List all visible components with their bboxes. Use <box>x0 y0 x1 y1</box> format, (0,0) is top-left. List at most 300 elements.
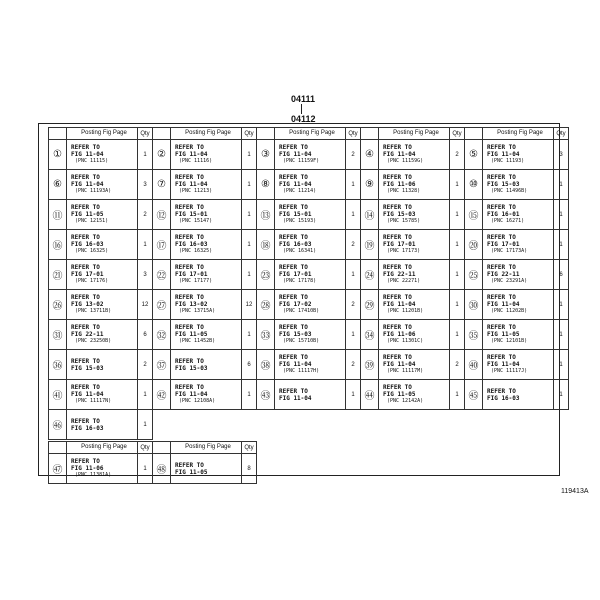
reference-cell <box>67 350 138 380</box>
reference-cell <box>171 350 242 380</box>
group-label-04111: 04111 <box>291 94 316 104</box>
header-posting-fig-page: Posting Fig Page <box>379 128 450 140</box>
quantity: 8 <box>242 454 257 484</box>
fig-reference: FIG 11-05 <box>71 211 104 218</box>
callout-number: ㊸ <box>257 380 275 410</box>
reference-cell <box>171 380 242 410</box>
refer-to-text: REFER TO <box>175 324 204 331</box>
fig-reference: FIG 17-02 <box>279 301 312 308</box>
empty-cell <box>275 410 346 440</box>
empty-cell <box>554 410 569 440</box>
refer-to-text: REFER TO <box>279 264 308 271</box>
empty-cell <box>465 410 483 440</box>
reference-cell <box>483 230 554 260</box>
refer-to-text: REFER TO <box>383 174 412 181</box>
refer-to-text: REFER TO <box>71 458 100 465</box>
fig-reference: FIG 15-03 <box>71 364 104 372</box>
pnc-code: (PNC 12108A) <box>179 398 216 404</box>
fig-reference: FIG 11-04 <box>279 151 312 158</box>
table-row <box>49 260 569 290</box>
header-qty: Qty <box>346 128 361 140</box>
quantity: 6 <box>138 320 153 350</box>
header-qty: Qty <box>450 128 465 140</box>
quantity: 2 <box>346 350 361 380</box>
refer-to-text: REFER TO <box>383 354 412 361</box>
fig-reference: FIG 16-03 <box>71 424 104 432</box>
callout-number: ㉜ <box>153 320 171 350</box>
fig-reference: FIG 11-04 <box>175 391 208 398</box>
pnc-code: (PNC 12142A) <box>387 398 424 404</box>
table-row <box>49 320 569 350</box>
refer-to-text: REFER TO <box>487 264 516 271</box>
header-posting-fig-page: Posting Fig Page <box>171 128 242 140</box>
pnc-code: (PNC 15147) <box>179 218 213 224</box>
pnc-code: (PNC 11117N) <box>75 398 112 404</box>
refer-to-text: REFER TO <box>175 294 204 301</box>
quantity: 6 <box>554 260 569 290</box>
fig-reference: FIG 11-05 <box>175 468 208 476</box>
refer-to-text: REFER TO <box>383 294 412 301</box>
fig-reference: FIG 11-05 <box>383 391 416 398</box>
leader-line <box>301 104 302 114</box>
pnc-code: (PNC 11159G) <box>387 158 424 164</box>
reference-cell <box>171 140 242 170</box>
refer-to-text: REFER TO <box>175 461 204 469</box>
pnc-code: (PNC 11452B) <box>179 338 216 344</box>
group-label-04112: 04112 <box>291 114 316 124</box>
empty-cell <box>346 410 361 440</box>
header-qty: Qty <box>242 442 257 454</box>
quantity: 1 <box>242 170 257 200</box>
reference-cell <box>67 170 138 200</box>
fig-reference: FIG 16-03 <box>279 241 312 248</box>
quantity: 2 <box>450 140 465 170</box>
table-row <box>49 454 257 484</box>
refer-to-text: REFER TO <box>71 234 100 241</box>
callout-number: ⑧ <box>257 170 275 200</box>
table-row <box>49 290 569 320</box>
pnc-code: (PNC 11193A) <box>75 188 112 194</box>
reference-cell <box>379 140 450 170</box>
quantity: 1 <box>450 380 465 410</box>
refer-to-text: REFER TO <box>175 384 204 391</box>
quantity: 1 <box>554 200 569 230</box>
callout-number: ㉛ <box>49 320 67 350</box>
callout-number: ⑳ <box>465 230 483 260</box>
fig-reference: FIG 11-04 <box>279 361 312 368</box>
fig-reference: FIG 13-02 <box>175 301 208 308</box>
fig-reference: FIG 11-04 <box>175 151 208 158</box>
callout-number: ㉞ <box>361 320 379 350</box>
fig-reference: FIG 11-04 <box>71 391 104 398</box>
reference-cell <box>275 260 346 290</box>
refer-to-text: REFER TO <box>279 234 308 241</box>
reference-cell <box>171 320 242 350</box>
pnc-code: (PNC 23291A) <box>491 278 528 284</box>
quantity: 1 <box>450 320 465 350</box>
quantity: 1 <box>346 260 361 290</box>
reference-cell <box>379 350 450 380</box>
fig-reference: FIG 11-04 <box>279 394 312 402</box>
quantity: 1 <box>138 380 153 410</box>
header-blank <box>257 128 275 140</box>
pnc-code: (PNC 15193) <box>283 218 317 224</box>
refer-to-text: REFER TO <box>71 264 100 271</box>
reference-cell <box>483 140 554 170</box>
fig-reference: FIG 11-04 <box>383 301 416 308</box>
callout-number: ㊲ <box>153 350 171 380</box>
fig-reference: FIG 11-04 <box>383 361 416 368</box>
quantity: 1 <box>242 320 257 350</box>
callout-number: ⑨ <box>361 170 379 200</box>
callout-number: ㊽ <box>153 454 171 484</box>
reference-cell <box>275 290 346 320</box>
callout-number: ㉖ <box>49 290 67 320</box>
empty-cell <box>450 410 465 440</box>
reference-cell <box>483 350 554 380</box>
header-posting-fig-page: Posting Fig Page <box>171 442 242 454</box>
refer-to-text: REFER TO <box>487 354 516 361</box>
quantity: 1 <box>138 454 153 484</box>
quantity: 1 <box>242 380 257 410</box>
pnc-code: (PNC 11116) <box>179 158 213 164</box>
quantity: 1 <box>554 350 569 380</box>
reference-cell <box>67 410 138 440</box>
callout-number: ㊷ <box>153 380 171 410</box>
quantity: 1 <box>346 380 361 410</box>
fig-reference: FIG 22-11 <box>383 271 416 278</box>
fig-reference: FIG 15-01 <box>175 211 208 218</box>
empty-cell <box>153 410 171 440</box>
callout-number: ⑬ <box>257 200 275 230</box>
header-posting-fig-page: Posting Fig Page <box>67 442 138 454</box>
fig-reference: FIG 16-01 <box>487 211 520 218</box>
refer-to-text: REFER TO <box>487 144 516 151</box>
quantity: 1 <box>138 230 153 260</box>
callout-number: ㉕ <box>465 260 483 290</box>
callout-number: ㉙ <box>361 290 379 320</box>
callout-number: ⑥ <box>49 170 67 200</box>
header-blank <box>49 442 67 454</box>
fig-reference: FIG 17-01 <box>175 271 208 278</box>
empty-cell <box>171 410 242 440</box>
fig-reference: FIG 15-03 <box>175 364 208 372</box>
reference-cell <box>379 260 450 290</box>
pnc-code: (PNC 15710B) <box>283 338 320 344</box>
table-row <box>49 380 569 410</box>
pnc-code: (PNC 11496B) <box>491 188 528 194</box>
quantity: 1 <box>138 410 153 440</box>
reference-cell <box>483 320 554 350</box>
reference-cell <box>275 230 346 260</box>
quantity: 12 <box>242 290 257 320</box>
pnc-code: (PNC 16325) <box>179 248 213 254</box>
pnc-code: (PNC 16341) <box>283 248 317 254</box>
refer-to-text: REFER TO <box>279 354 308 361</box>
quantity: 2 <box>346 140 361 170</box>
callout-number: ⑯ <box>49 230 67 260</box>
refer-to-text: REFER TO <box>175 234 204 241</box>
refer-to-text: REFER TO <box>71 144 100 151</box>
refer-to-text: REFER TO <box>279 144 308 151</box>
reference-cell <box>67 200 138 230</box>
header-blank <box>49 128 67 140</box>
reference-cell <box>275 380 346 410</box>
reference-cell <box>171 230 242 260</box>
reference-cell <box>171 170 242 200</box>
fig-reference: FIG 16-03 <box>71 241 104 248</box>
reference-cell <box>171 200 242 230</box>
refer-to-text: REFER TO <box>487 294 516 301</box>
reference-cell <box>275 350 346 380</box>
fig-reference: FIG 22-11 <box>71 331 104 338</box>
quantity: 3 <box>138 170 153 200</box>
fig-reference: FIG 15-03 <box>279 331 312 338</box>
callout-number: ① <box>49 140 67 170</box>
quantity: 3 <box>138 260 153 290</box>
fig-reference: FIG 16-03 <box>487 394 520 402</box>
header-posting-fig-page: Posting Fig Page <box>275 128 346 140</box>
figure-id: 119413A <box>561 488 589 495</box>
callout-number: ㉔ <box>361 260 379 290</box>
pnc-code: (PNC 13711B) <box>75 308 112 314</box>
quantity: 1 <box>554 230 569 260</box>
callout-number: ㉝ <box>257 320 275 350</box>
refer-to-text: REFER TO <box>383 324 412 331</box>
quantity: 12 <box>138 290 153 320</box>
reference-cell <box>483 290 554 320</box>
refer-to-text: REFER TO <box>71 204 100 211</box>
quantity: 1 <box>450 230 465 260</box>
callout-number: ㊶ <box>49 380 67 410</box>
table-row <box>49 350 569 380</box>
reference-cell <box>67 290 138 320</box>
quantity: 1 <box>450 260 465 290</box>
pnc-code: (PNC 11202B) <box>491 308 528 314</box>
refer-to-text: REFER TO <box>71 417 100 425</box>
callout-number: ㉟ <box>465 320 483 350</box>
reference-cell <box>379 380 450 410</box>
reference-cell <box>67 140 138 170</box>
callout-number: ㊵ <box>465 350 483 380</box>
pnc-code: (PNC 11201B) <box>387 308 424 314</box>
reference-cell <box>171 260 242 290</box>
callout-number: ⑩ <box>465 170 483 200</box>
refer-to-text: REFER TO <box>175 144 204 151</box>
pnc-code: (PNC 11159F) <box>283 158 320 164</box>
pnc-code: (PNC 16325) <box>75 248 109 254</box>
header-blank <box>153 128 171 140</box>
fig-reference: FIG 15-03 <box>383 211 416 218</box>
table-row <box>49 230 569 260</box>
quantity: 1 <box>346 320 361 350</box>
header-qty: Qty <box>242 128 257 140</box>
pnc-code: (PNC 11213) <box>179 188 213 194</box>
quantity: 2 <box>346 230 361 260</box>
table-row <box>49 200 569 230</box>
pnc-code: (PNC 11301C) <box>387 338 424 344</box>
reference-cell <box>275 200 346 230</box>
table-row <box>49 140 569 170</box>
quantity: 1 <box>346 170 361 200</box>
refer-to-text: REFER TO <box>175 174 204 181</box>
callout-number: ⑭ <box>361 200 379 230</box>
reference-cell <box>275 140 346 170</box>
callout-number: ⑮ <box>465 200 483 230</box>
callout-number: ⑱ <box>257 230 275 260</box>
reference-cell <box>67 320 138 350</box>
pnc-code: (PNC 17176) <box>75 278 109 284</box>
pnc-code: (PNC 17410B) <box>283 308 320 314</box>
refer-to-text: REFER TO <box>279 204 308 211</box>
callout-number: ㊻ <box>49 410 67 440</box>
quantity: 1 <box>242 230 257 260</box>
pnc-code: (PNC 11117M) <box>387 368 424 374</box>
reference-cell <box>67 380 138 410</box>
callout-number: ㉓ <box>257 260 275 290</box>
quantity: 1 <box>554 290 569 320</box>
pnc-code: (PNC 17178) <box>283 278 317 284</box>
reference-cell <box>171 290 242 320</box>
callout-number: ㊴ <box>361 350 379 380</box>
fig-reference: FIG 11-06 <box>383 331 416 338</box>
reference-cell <box>483 260 554 290</box>
pnc-code: (PNC 16271) <box>491 218 525 224</box>
empty-cell <box>361 410 379 440</box>
pnc-code: (PNC 11193) <box>491 158 525 164</box>
fig-reference: FIG 11-06 <box>383 181 416 188</box>
reference-cell <box>379 200 450 230</box>
quantity: 2 <box>138 200 153 230</box>
reference-cell <box>67 454 138 484</box>
reference-cell <box>171 454 242 484</box>
header-posting-fig-page: Posting Fig Page <box>67 128 138 140</box>
callout-number: ㉒ <box>153 260 171 290</box>
callout-number: ㉑ <box>49 260 67 290</box>
table-row <box>49 410 569 440</box>
header-blank <box>361 128 379 140</box>
pnc-code: (PNC 11381A) <box>75 472 112 478</box>
empty-cell <box>379 410 450 440</box>
quantity: 6 <box>242 350 257 380</box>
refer-to-text: REFER TO <box>279 387 308 395</box>
callout-number: ⑫ <box>153 200 171 230</box>
pnc-code: (PNC 11214) <box>283 188 317 194</box>
quantity: 1 <box>346 200 361 230</box>
quantity: 1 <box>450 200 465 230</box>
reference-cell <box>483 200 554 230</box>
callout-number: ⑪ <box>49 200 67 230</box>
fig-reference: FIG 11-04 <box>71 181 104 188</box>
fig-reference: FIG 11-05 <box>487 331 520 338</box>
pnc-code: (PNC 17177) <box>179 278 213 284</box>
quantity: 1 <box>450 290 465 320</box>
fig-reference: FIG 11-04 <box>175 181 208 188</box>
quantity: 1 <box>554 380 569 410</box>
fig-reference: FIG 15-03 <box>487 181 520 188</box>
empty-cell <box>242 410 257 440</box>
refer-to-text: REFER TO <box>383 204 412 211</box>
refer-to-text: REFER TO <box>383 264 412 271</box>
fig-reference: FIG 11-04 <box>71 151 104 158</box>
reference-cell <box>67 260 138 290</box>
refer-to-text: REFER TO <box>71 357 100 365</box>
reference-cell <box>275 170 346 200</box>
quantity: 1 <box>242 200 257 230</box>
fig-reference: FIG 11-04 <box>383 151 416 158</box>
callout-number: ④ <box>361 140 379 170</box>
callout-number: ⑤ <box>465 140 483 170</box>
quantity: 1 <box>242 140 257 170</box>
pnc-code: (PNC 11328) <box>387 188 421 194</box>
header-qty: Qty <box>138 442 153 454</box>
refer-to-text: REFER TO <box>487 234 516 241</box>
refer-to-text: REFER TO <box>71 384 100 391</box>
quantity: 2 <box>450 350 465 380</box>
refer-to-text: REFER TO <box>71 174 100 181</box>
callout-number: ③ <box>257 140 275 170</box>
refer-to-text: REFER TO <box>279 294 308 301</box>
refer-to-text: REFER TO <box>383 384 412 391</box>
callout-number: ⑦ <box>153 170 171 200</box>
fig-reference: FIG 11-05 <box>175 331 208 338</box>
reference-cell <box>483 380 554 410</box>
header-row <box>49 128 569 140</box>
refer-to-text: REFER TO <box>487 174 516 181</box>
fig-reference: FIG 17-01 <box>279 271 312 278</box>
callout-number: ㊺ <box>465 380 483 410</box>
fig-reference: FIG 15-01 <box>279 211 312 218</box>
fig-reference: FIG 17-01 <box>71 271 104 278</box>
pnc-code: (PNC 12151) <box>75 218 109 224</box>
refer-to-text: REFER TO <box>175 204 204 211</box>
fig-reference: FIG 11-04 <box>487 301 520 308</box>
callout-number: ㊱ <box>49 350 67 380</box>
quantity: 1 <box>242 260 257 290</box>
callout-number: ㉘ <box>257 290 275 320</box>
refer-to-text: REFER TO <box>487 204 516 211</box>
header-qty: Qty <box>138 128 153 140</box>
fig-reference: FIG 11-04 <box>487 151 520 158</box>
refer-to-text: REFER TO <box>71 324 100 331</box>
reference-table-extra <box>48 441 257 484</box>
header-blank <box>153 442 171 454</box>
empty-cell <box>483 410 554 440</box>
fig-reference: FIG 17-01 <box>383 241 416 248</box>
pnc-code: (PNC 11117J) <box>491 368 528 374</box>
pnc-code: (PNC 11115) <box>75 158 109 164</box>
fig-reference: FIG 11-04 <box>279 181 312 188</box>
header-blank <box>465 128 483 140</box>
table-row <box>49 170 569 200</box>
refer-to-text: REFER TO <box>487 387 516 395</box>
reference-cell <box>67 230 138 260</box>
refer-to-text: REFER TO <box>71 294 100 301</box>
reference-cell <box>379 170 450 200</box>
refer-to-text: REFER TO <box>383 144 412 151</box>
fig-reference: FIG 16-03 <box>175 241 208 248</box>
pnc-code: (PNC 15785) <box>387 218 421 224</box>
reference-cell <box>483 170 554 200</box>
header-qty: Qty <box>554 128 569 140</box>
reference-table <box>48 127 569 440</box>
pnc-code: (PNC 12101B) <box>491 338 528 344</box>
reference-cell <box>379 290 450 320</box>
pnc-code: (PNC 11117H) <box>283 368 320 374</box>
callout-number: ⑰ <box>153 230 171 260</box>
reference-cell <box>379 320 450 350</box>
fig-reference: FIG 11-06 <box>71 465 104 472</box>
